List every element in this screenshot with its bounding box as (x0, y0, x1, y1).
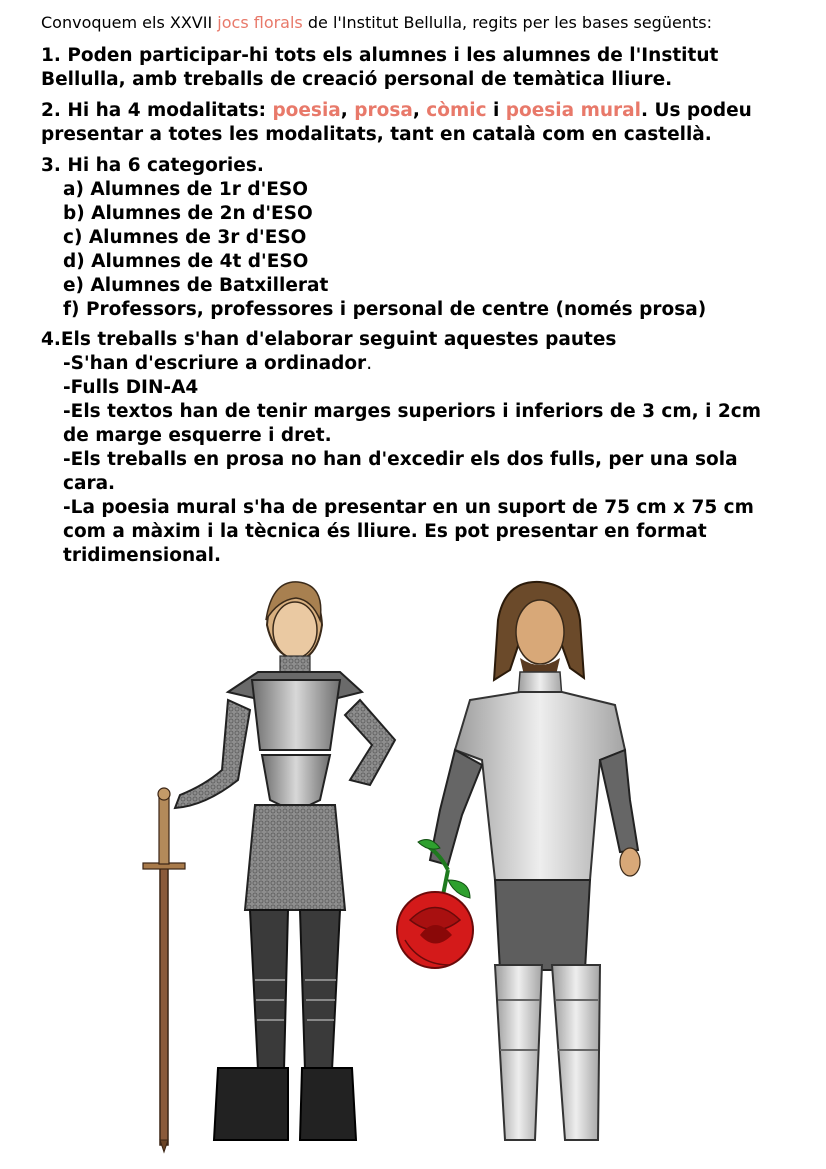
category-item: d) Alumnes de 4t d'ESO (63, 251, 309, 272)
rule-4 (41, 328, 801, 568)
category-item: f) Professors, professores i personal de centre (només prosa) (63, 299, 707, 320)
rule-2-line-1 (41, 99, 801, 123)
rule-4-line: cara. (63, 473, 116, 494)
category-item: a) Alumnes de 1r d'ESO (63, 179, 308, 200)
rule-2-suffix: . Us podeu (640, 100, 752, 121)
rule-4-title: 4.Els treballs s'han d'elaborar seguint aquestes pautes (41, 329, 617, 350)
rule-4-line: -Fulls DIN-A4 (63, 377, 199, 398)
intro-text (41, 12, 712, 34)
modality-poesia-mural: poesia mural (505, 100, 641, 121)
category-item: c) Alumnes de 3r d'ESO (63, 227, 307, 248)
modality-prosa: prosa (354, 100, 413, 121)
rule-4-line: de marge esquerre i dret. (63, 425, 332, 446)
rule-4-line: -Els treballs en prosa no han d'excedir els dos fulls, per una sola (63, 449, 738, 470)
rule-4-l1: -S'han d'escriure a ordinador (63, 353, 367, 374)
rule-4-line: com a màxim i la tècnica és lliure. Es pot presentar en format (63, 521, 707, 542)
rule-3-title: 3. Hi ha 6 categories. (41, 155, 264, 176)
intro-before: Convoquem els XXVII (41, 13, 218, 32)
rule-1-line-1: 1. Poden participar-hi tots els alumnes i les alumnes de l'Institut (41, 45, 719, 66)
rule-4-line: tridimensional. (63, 545, 221, 566)
rule-2-line-2: presentar a totes les modalitats, tant en català com en castellà. (41, 124, 712, 145)
male-knight-icon (430, 582, 640, 1140)
modality-comic: còmic (426, 100, 487, 121)
rule-1 (41, 44, 801, 92)
intro-highlight-jocs-florals: jocs florals (217, 13, 303, 32)
rule-2-prefix: 2. Hi ha 4 modalitats: (41, 100, 273, 121)
rule-4-line: -Els textos han de tenir marges superiors i inferiors de 3 cm, i 2cm (63, 401, 762, 422)
rule-4-line (41, 352, 801, 376)
knights-illustration (0, 580, 826, 1160)
rule-2-sep: i (486, 100, 506, 121)
rule-2-sep: , (340, 100, 355, 121)
female-knight-icon (175, 582, 395, 1140)
rule-4-l1-period: . (366, 353, 373, 374)
rule-2-sep: , (412, 100, 427, 121)
rule-1-line-2: Bellulla, amb treballs de creació personal de temàtica lliure. (41, 69, 673, 90)
category-item: e) Alumnes de Batxillerat (63, 275, 329, 296)
rule-3 (41, 154, 801, 322)
intro-after: de l'Institut Bellulla, regits per les bases següents: (302, 13, 712, 32)
sword-icon (143, 788, 185, 1152)
modality-poesia: poesia (272, 100, 341, 121)
rule-4-line: -La poesia mural s'ha de presentar en un suport de 75 cm x 75 cm (63, 497, 754, 518)
category-item: b) Alumnes de 2n d'ESO (63, 203, 313, 224)
rule-2 (41, 99, 801, 147)
